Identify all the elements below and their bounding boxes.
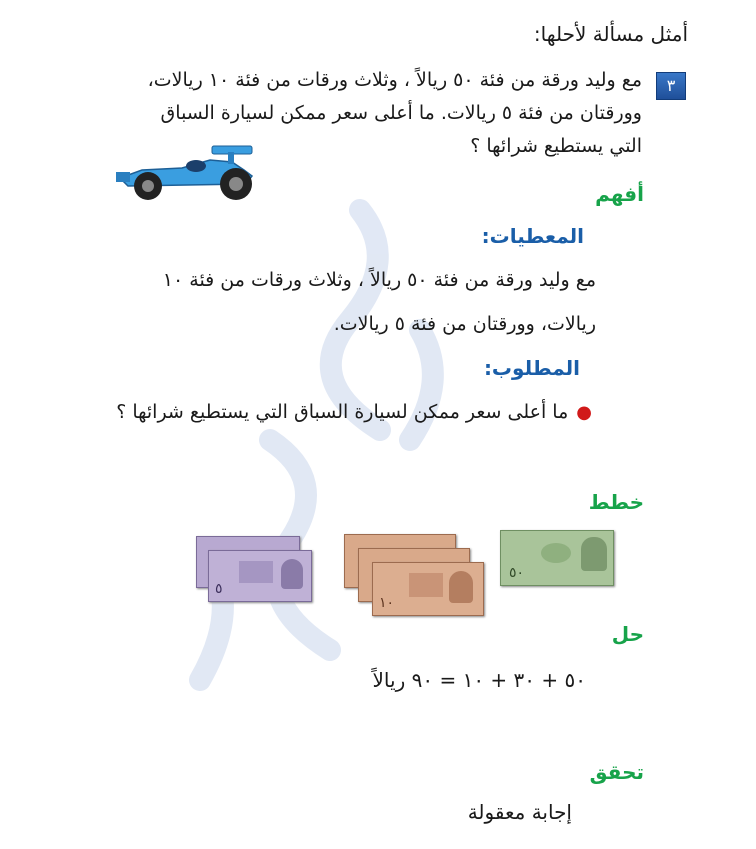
banknote-50: ٥٠ xyxy=(500,530,614,586)
intro-text: أمثل مسألة لأحلها: xyxy=(533,22,688,46)
required-item xyxy=(92,390,592,435)
plan-heading: خطط xyxy=(588,490,644,514)
required-heading: المطلوب: xyxy=(483,356,580,380)
check-answer: إجابة معقولة xyxy=(467,800,572,824)
problem-statement: مع وليد ورقة من فئة ٥٠ ريالاً ، وثلاث ورقات من فئة ١٠ ريالات، وورقتان من فئة ٥ ريالات. ما أعلى سعر ممكن لسيارة السباق التي يستطيع شرائها ؟ xyxy=(147,69,642,157)
problem-number-badge: ٣ xyxy=(656,72,686,100)
required-text: ما أعلى سعر ممكن لسيارة السباق التي يستطيع شرائها ؟ xyxy=(116,401,569,423)
given-heading: المعطيات: xyxy=(481,224,584,248)
check-heading: تحقق xyxy=(589,760,644,784)
bullet-dot: ● xyxy=(576,402,592,423)
race-car-illustration xyxy=(112,142,264,204)
solve-heading: حل xyxy=(611,622,644,646)
solution-equation: ٥٠ + ٣٠ + ١٠ = ٩٠ ريالاً xyxy=(372,668,586,692)
banknote-10-c: ١٠ xyxy=(372,562,484,616)
understand-heading: أفهم xyxy=(595,182,644,206)
given-text: مع وليد ورقة من فئة ٥٠ ريالاً ، وثلاث ورقات من فئة ١٠ ريالات، وورقتان من فئة ٥ ريالات. xyxy=(162,269,596,335)
banknote-5-b: ٥ xyxy=(208,550,312,602)
